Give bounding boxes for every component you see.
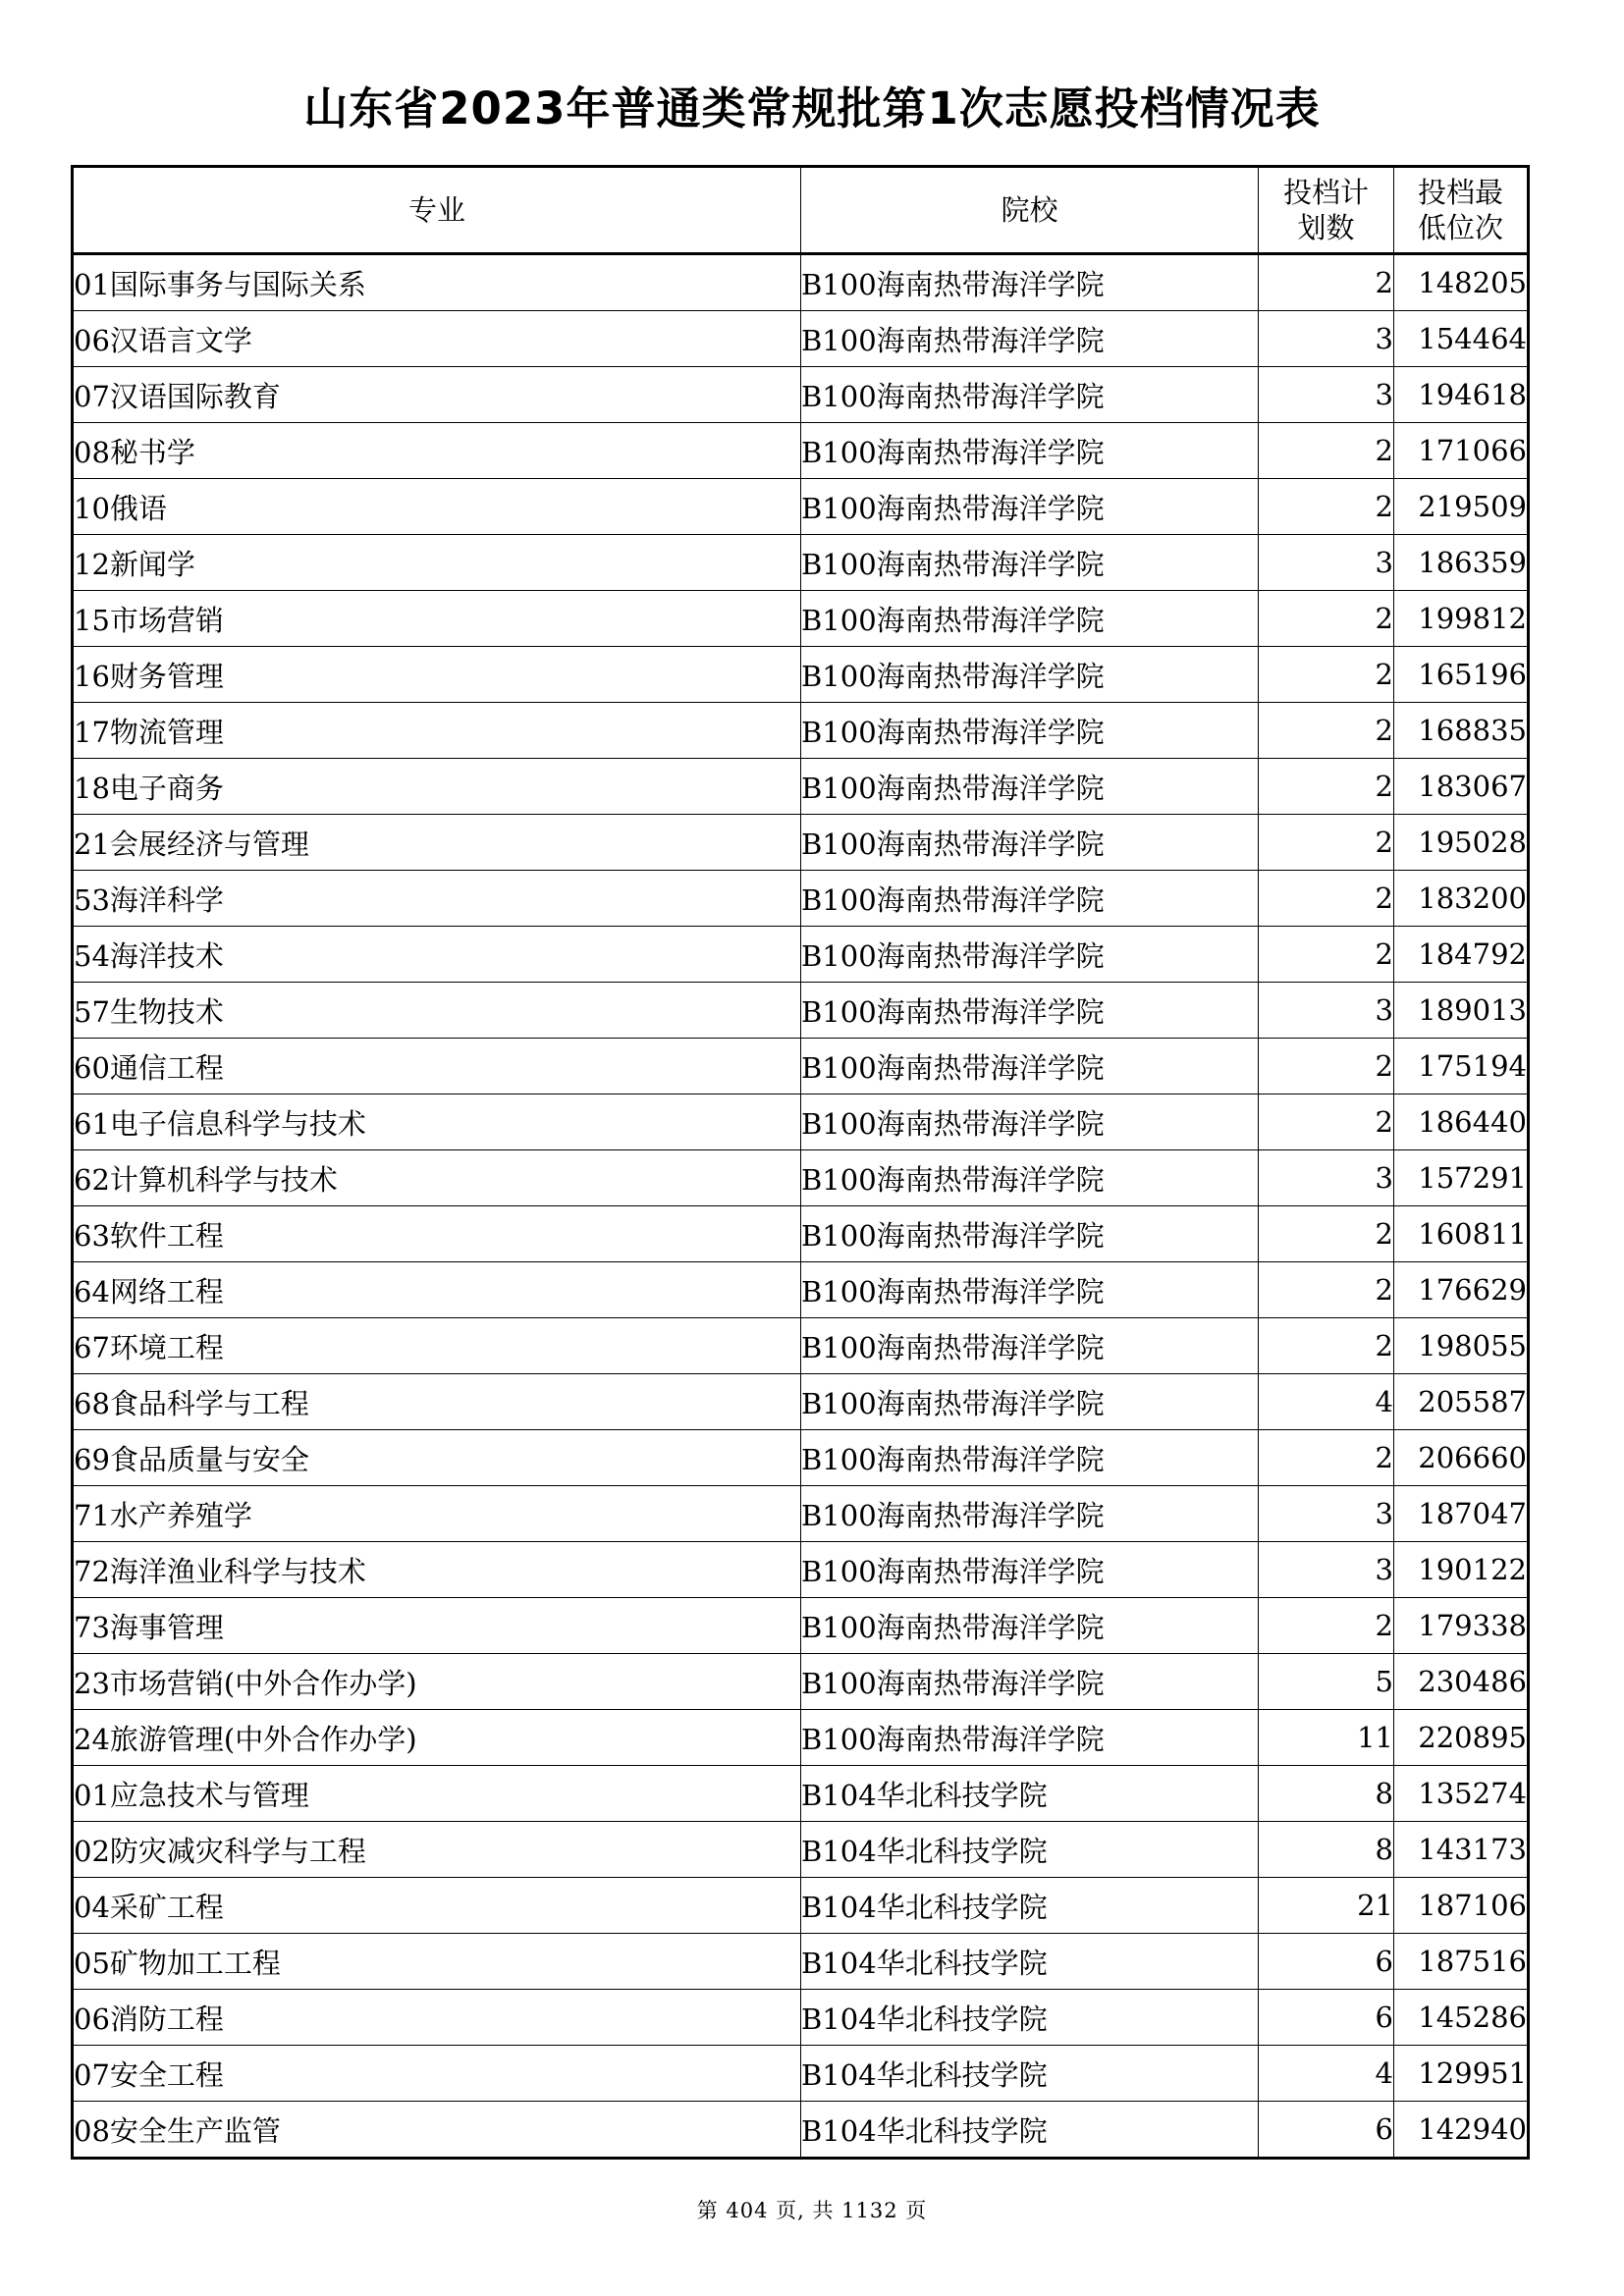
plan-count-cell: 11 xyxy=(1259,1710,1394,1766)
plan-count-cell: 5 xyxy=(1259,1654,1394,1710)
school-cell: B100海南热带海洋学院 xyxy=(801,1039,1259,1095)
table-row xyxy=(73,1206,1529,1262)
major-cell: 54海洋技术 xyxy=(73,927,801,983)
plan-count-cell: 2 xyxy=(1259,1039,1394,1095)
major-cell: 21会展经济与管理 xyxy=(73,815,801,871)
major-cell: 57生物技术 xyxy=(73,983,801,1039)
table-header-row xyxy=(73,167,1529,254)
plan-count-cell: 2 xyxy=(1259,1262,1394,1318)
min-rank-cell: 194618 xyxy=(1394,367,1529,423)
plan-count-cell: 2 xyxy=(1259,591,1394,647)
plan-count-cell: 8 xyxy=(1259,1822,1394,1878)
plan-count-cell: 2 xyxy=(1259,647,1394,703)
school-cell: B100海南热带海洋学院 xyxy=(801,983,1259,1039)
min-rank-cell: 129951 xyxy=(1394,2046,1529,2102)
table-row xyxy=(73,1822,1529,1878)
header-rank-line2: 低位次 xyxy=(1417,211,1503,244)
plan-count-cell: 2 xyxy=(1259,423,1394,479)
plan-count-cell: 3 xyxy=(1259,535,1394,591)
min-rank-cell: 195028 xyxy=(1394,815,1529,871)
plan-count-cell: 4 xyxy=(1259,2046,1394,2102)
major-cell: 53海洋科学 xyxy=(73,871,801,927)
major-cell: 05矿物加工工程 xyxy=(73,1934,801,1990)
school-cell: B100海南热带海洋学院 xyxy=(801,871,1259,927)
page-footer: 第 404 页, 共 1132 页 xyxy=(696,2199,928,2222)
major-cell: 02防灾减灾科学与工程 xyxy=(73,1822,801,1878)
major-cell: 07安全工程 xyxy=(73,2046,801,2102)
plan-count-cell: 2 xyxy=(1259,1095,1394,1150)
school-cell: B100海南热带海洋学院 xyxy=(801,1150,1259,1206)
table-row xyxy=(73,535,1529,591)
major-cell: 60通信工程 xyxy=(73,1039,801,1095)
plan-count-cell: 21 xyxy=(1259,1878,1394,1934)
school-cell: B100海南热带海洋学院 xyxy=(801,1486,1259,1542)
major-cell: 73海事管理 xyxy=(73,1598,801,1654)
school-cell: B100海南热带海洋学院 xyxy=(801,815,1259,871)
table-row xyxy=(73,1430,1529,1486)
min-rank-cell: 143173 xyxy=(1394,1822,1529,1878)
min-rank-cell: 154464 xyxy=(1394,311,1529,367)
school-cell: B100海南热带海洋学院 xyxy=(801,1598,1259,1654)
major-cell: 08秘书学 xyxy=(73,423,801,479)
major-cell: 18电子商务 xyxy=(73,759,801,815)
min-rank-cell: 230486 xyxy=(1394,1654,1529,1710)
major-cell: 69食品质量与安全 xyxy=(73,1430,801,1486)
major-cell: 01应急技术与管理 xyxy=(73,1766,801,1822)
table-row xyxy=(73,2102,1529,2159)
plan-count-cell: 2 xyxy=(1259,254,1394,311)
plan-count-cell: 2 xyxy=(1259,871,1394,927)
header-major: 专业 xyxy=(73,167,801,254)
plan-count-cell: 3 xyxy=(1259,1486,1394,1542)
major-cell: 01国际事务与国际关系 xyxy=(73,254,801,311)
table-row xyxy=(73,1598,1529,1654)
min-rank-cell: 219509 xyxy=(1394,479,1529,535)
table-row xyxy=(73,759,1529,815)
min-rank-cell: 165196 xyxy=(1394,647,1529,703)
header-plan-line1: 投档计 xyxy=(1282,176,1369,209)
min-rank-cell: 183067 xyxy=(1394,759,1529,815)
min-rank-cell: 179338 xyxy=(1394,1598,1529,1654)
min-rank-cell: 198055 xyxy=(1394,1318,1529,1374)
min-rank-cell: 189013 xyxy=(1394,983,1529,1039)
table-row xyxy=(73,2046,1529,2102)
school-cell: B104华北科技学院 xyxy=(801,1878,1259,1934)
school-cell: B104华北科技学院 xyxy=(801,1766,1259,1822)
table-row xyxy=(73,311,1529,367)
major-cell: 67环境工程 xyxy=(73,1318,801,1374)
school-cell: B104华北科技学院 xyxy=(801,2102,1259,2159)
plan-count-cell: 4 xyxy=(1259,1374,1394,1430)
plan-count-cell: 3 xyxy=(1259,983,1394,1039)
major-cell: 71水产养殖学 xyxy=(73,1486,801,1542)
header-min-rank xyxy=(1394,167,1529,254)
plan-count-cell: 3 xyxy=(1259,367,1394,423)
table-row xyxy=(73,1542,1529,1598)
min-rank-cell: 148205 xyxy=(1394,254,1529,311)
table-row xyxy=(73,927,1529,983)
min-rank-cell: 220895 xyxy=(1394,1710,1529,1766)
table-row xyxy=(73,367,1529,423)
min-rank-cell: 183200 xyxy=(1394,871,1529,927)
school-cell: B100海南热带海洋学院 xyxy=(801,1542,1259,1598)
school-cell: B100海南热带海洋学院 xyxy=(801,1430,1259,1486)
min-rank-cell: 176629 xyxy=(1394,1262,1529,1318)
major-cell: 17物流管理 xyxy=(73,703,801,759)
school-cell: B100海南热带海洋学院 xyxy=(801,927,1259,983)
min-rank-cell: 135274 xyxy=(1394,1766,1529,1822)
table-row xyxy=(73,591,1529,647)
major-cell: 06消防工程 xyxy=(73,1990,801,2046)
school-cell: B100海南热带海洋学院 xyxy=(801,254,1259,311)
school-cell: B100海南热带海洋学院 xyxy=(801,759,1259,815)
table-row xyxy=(73,1990,1529,2046)
major-cell: 10俄语 xyxy=(73,479,801,535)
min-rank-cell: 199812 xyxy=(1394,591,1529,647)
school-cell: B100海南热带海洋学院 xyxy=(801,1095,1259,1150)
major-cell: 23市场营销(中外合作办学) xyxy=(73,1654,801,1710)
school-cell: B100海南热带海洋学院 xyxy=(801,1206,1259,1262)
plan-count-cell: 3 xyxy=(1259,1150,1394,1206)
plan-count-cell: 2 xyxy=(1259,927,1394,983)
plan-count-cell: 6 xyxy=(1259,1934,1394,1990)
school-cell: B100海南热带海洋学院 xyxy=(801,591,1259,647)
min-rank-cell: 184792 xyxy=(1394,927,1529,983)
table-row xyxy=(73,1150,1529,1206)
table-row xyxy=(73,1710,1529,1766)
plan-count-cell: 2 xyxy=(1259,1206,1394,1262)
school-cell: B100海南热带海洋学院 xyxy=(801,535,1259,591)
school-cell: B100海南热带海洋学院 xyxy=(801,423,1259,479)
school-cell: B100海南热带海洋学院 xyxy=(801,367,1259,423)
header-plan-line2: 划数 xyxy=(1297,211,1355,244)
major-cell: 68食品科学与工程 xyxy=(73,1374,801,1430)
school-cell: B100海南热带海洋学院 xyxy=(801,311,1259,367)
table-row xyxy=(73,254,1529,311)
admission-table xyxy=(71,165,1530,2160)
min-rank-cell: 160811 xyxy=(1394,1206,1529,1262)
table-row xyxy=(73,1766,1529,1822)
table-row xyxy=(73,647,1529,703)
table-row xyxy=(73,479,1529,535)
plan-count-cell: 2 xyxy=(1259,479,1394,535)
school-cell: B100海南热带海洋学院 xyxy=(801,1262,1259,1318)
plan-count-cell: 2 xyxy=(1259,1318,1394,1374)
table-row xyxy=(73,1654,1529,1710)
min-rank-cell: 171066 xyxy=(1394,423,1529,479)
major-cell: 16财务管理 xyxy=(73,647,801,703)
school-cell: B104华北科技学院 xyxy=(801,2046,1259,2102)
plan-count-cell: 2 xyxy=(1259,1430,1394,1486)
plan-count-cell: 3 xyxy=(1259,311,1394,367)
major-cell: 06汉语言文学 xyxy=(73,311,801,367)
min-rank-cell: 157291 xyxy=(1394,1150,1529,1206)
plan-count-cell: 8 xyxy=(1259,1766,1394,1822)
school-cell: B100海南热带海洋学院 xyxy=(801,1374,1259,1430)
table-row xyxy=(73,1374,1529,1430)
table-row xyxy=(73,815,1529,871)
major-cell: 04采矿工程 xyxy=(73,1878,801,1934)
major-cell: 12新闻学 xyxy=(73,535,801,591)
table-row xyxy=(73,703,1529,759)
major-cell: 62计算机科学与技术 xyxy=(73,1150,801,1206)
school-cell: B104华北科技学院 xyxy=(801,1934,1259,1990)
min-rank-cell: 186359 xyxy=(1394,535,1529,591)
header-school: 院校 xyxy=(801,167,1259,254)
school-cell: B100海南热带海洋学院 xyxy=(801,1710,1259,1766)
min-rank-cell: 168835 xyxy=(1394,703,1529,759)
plan-count-cell: 2 xyxy=(1259,1598,1394,1654)
plan-count-cell: 2 xyxy=(1259,759,1394,815)
major-cell: 61电子信息科学与技术 xyxy=(73,1095,801,1150)
major-cell: 63软件工程 xyxy=(73,1206,801,1262)
header-rank-line1: 投档最 xyxy=(1417,176,1503,209)
plan-count-cell: 3 xyxy=(1259,1542,1394,1598)
table-row xyxy=(73,1318,1529,1374)
plan-count-cell: 6 xyxy=(1259,1990,1394,2046)
min-rank-cell: 187106 xyxy=(1394,1878,1529,1934)
major-cell: 24旅游管理(中外合作办学) xyxy=(73,1710,801,1766)
major-cell: 07汉语国际教育 xyxy=(73,367,801,423)
table-row xyxy=(73,1039,1529,1095)
min-rank-cell: 186440 xyxy=(1394,1095,1529,1150)
min-rank-cell: 142940 xyxy=(1394,2102,1529,2159)
school-cell: B100海南热带海洋学院 xyxy=(801,479,1259,535)
page-title: 山东省2023年普通类常规批第1次志愿投档情况表 xyxy=(303,82,1321,134)
min-rank-cell: 205587 xyxy=(1394,1374,1529,1430)
major-cell: 64网络工程 xyxy=(73,1262,801,1318)
table-row xyxy=(73,1095,1529,1150)
min-rank-cell: 187516 xyxy=(1394,1934,1529,1990)
major-cell: 15市场营销 xyxy=(73,591,801,647)
plan-count-cell: 2 xyxy=(1259,703,1394,759)
min-rank-cell: 190122 xyxy=(1394,1542,1529,1598)
table-row xyxy=(73,1262,1529,1318)
table-row xyxy=(73,871,1529,927)
table-body xyxy=(73,254,1529,2159)
school-cell: B100海南热带海洋学院 xyxy=(801,703,1259,759)
school-cell: B100海南热带海洋学院 xyxy=(801,647,1259,703)
school-cell: B104华北科技学院 xyxy=(801,1990,1259,2046)
table-row xyxy=(73,1934,1529,1990)
min-rank-cell: 206660 xyxy=(1394,1430,1529,1486)
table-row xyxy=(73,1878,1529,1934)
header-plan-count xyxy=(1259,167,1394,254)
min-rank-cell: 175194 xyxy=(1394,1039,1529,1095)
school-cell: B100海南热带海洋学院 xyxy=(801,1318,1259,1374)
plan-count-cell: 2 xyxy=(1259,815,1394,871)
table-row xyxy=(73,983,1529,1039)
school-cell: B104华北科技学院 xyxy=(801,1822,1259,1878)
min-rank-cell: 145286 xyxy=(1394,1990,1529,2046)
major-cell: 08安全生产监管 xyxy=(73,2102,801,2159)
min-rank-cell: 187047 xyxy=(1394,1486,1529,1542)
school-cell: B100海南热带海洋学院 xyxy=(801,1654,1259,1710)
plan-count-cell: 6 xyxy=(1259,2102,1394,2159)
table-row xyxy=(73,423,1529,479)
table-row xyxy=(73,1486,1529,1542)
major-cell: 72海洋渔业科学与技术 xyxy=(73,1542,801,1598)
